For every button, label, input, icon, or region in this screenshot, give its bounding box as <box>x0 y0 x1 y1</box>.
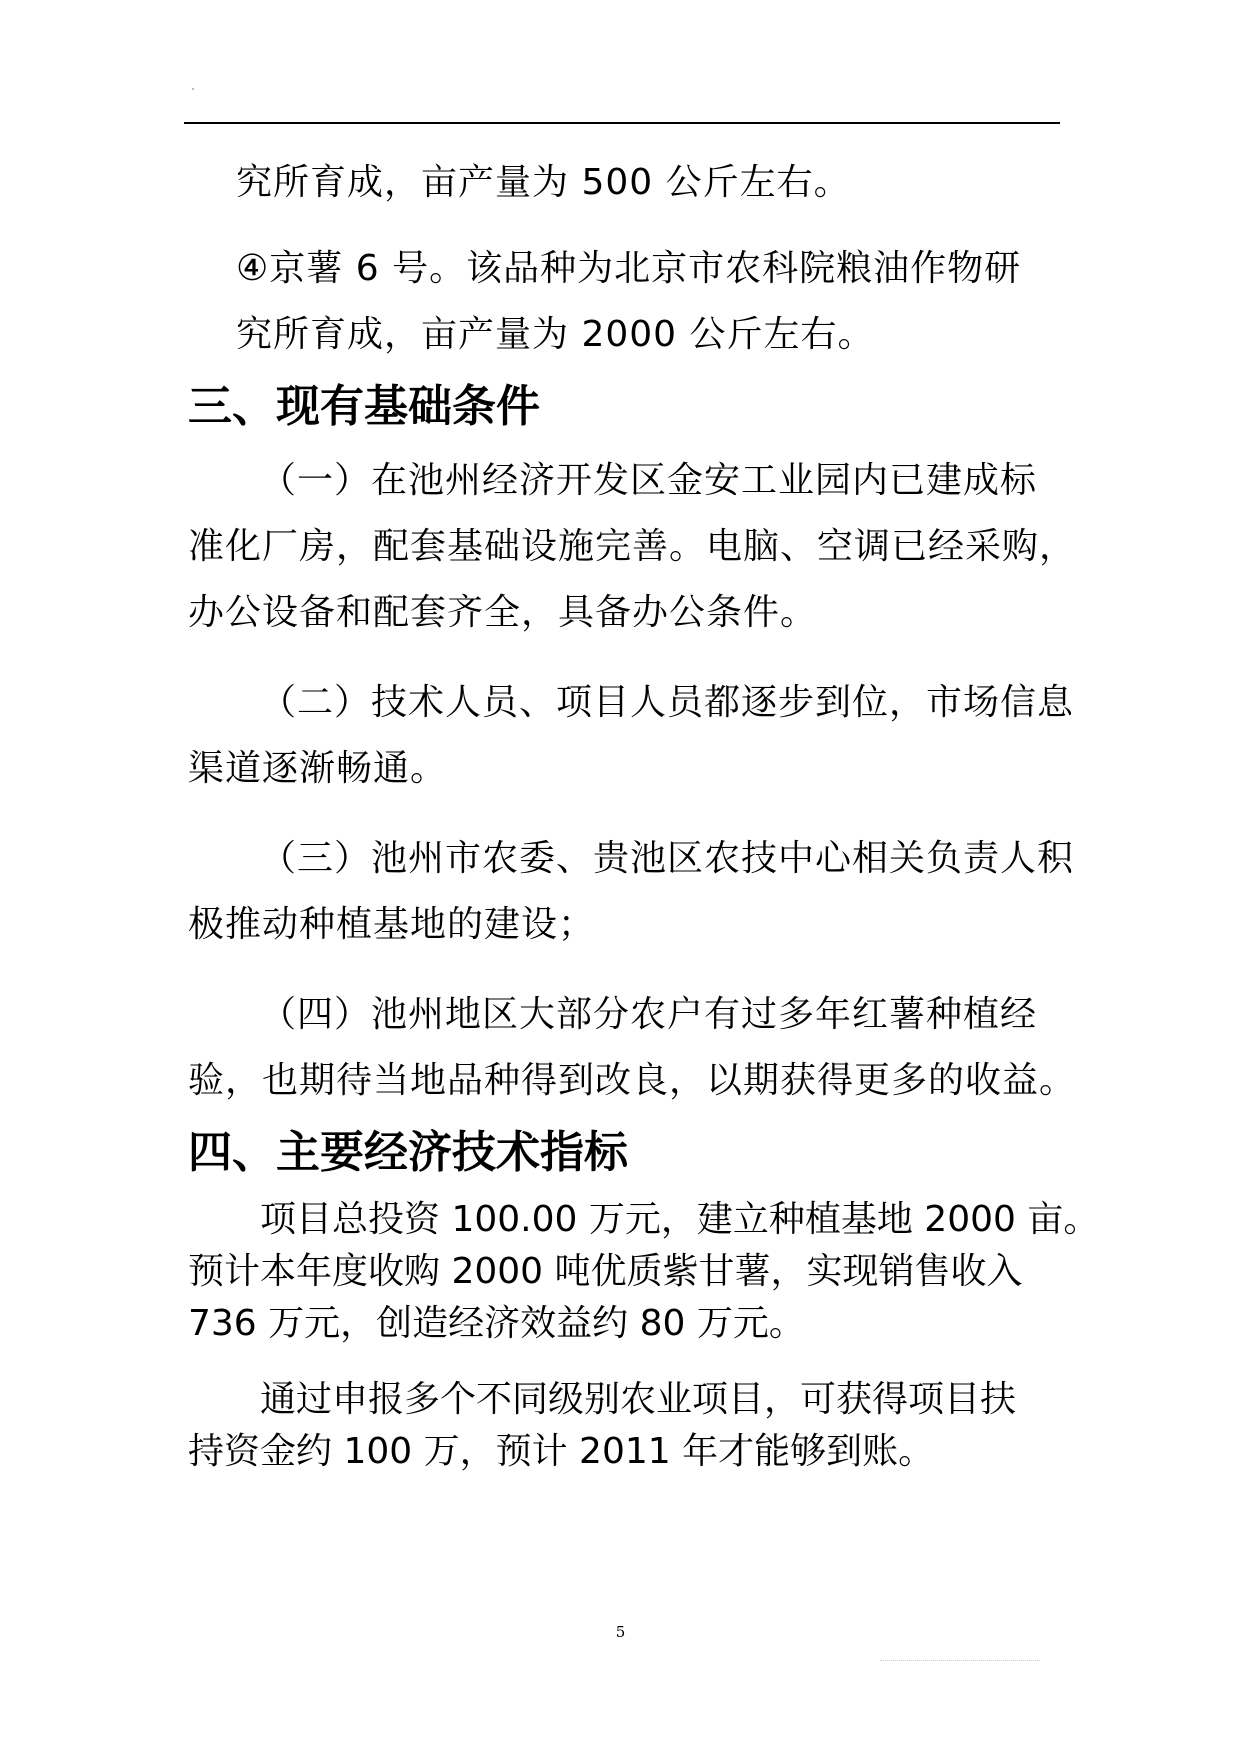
paragraph-line: 验，也期待当地品种得到改良，以期获得更多的收益。 <box>188 1060 1077 1101</box>
footer-rule <box>880 1660 1040 1661</box>
header-mark <box>192 88 194 90</box>
paragraph-line: （三）池州市农委、贵池区农技中心相关负责人积 <box>260 838 1075 879</box>
paragraph-line: ④京薯 6 号。该品种为北京市农科院粮油作物研 <box>236 248 1022 289</box>
page-number: 5 <box>615 1623 626 1641</box>
paragraph-line: 预计本年度收购 2000 吨优质紫甘薯，实现销售收入 <box>188 1251 1023 1292</box>
paragraph-line: （一）在池州经济开发区金安工业园内已建成标 <box>260 460 1038 501</box>
paragraph-line: 究所育成，亩产量为 500 公斤左右。 <box>236 162 851 203</box>
paragraph-line: 办公设备和配套齐全，具备办公条件。 <box>188 592 818 633</box>
paragraph-line: 究所育成，亩产量为 2000 公斤左右。 <box>236 314 875 355</box>
header-rule <box>184 122 1060 124</box>
paragraph-line: 准化厂房，配套基础设施完善。电脑、空调已经采购， <box>188 526 1077 567</box>
paragraph-line: 持资金约 100 万，预计 2011 年才能够到账。 <box>188 1431 935 1472</box>
section-heading: 四、主要经济技术指标 <box>188 1127 628 1178</box>
paragraph-line: 736 万元，创造经济效益约 80 万元。 <box>188 1303 805 1344</box>
paragraph-line: （四）池州地区大部分农户有过多年红薯种植经 <box>260 994 1038 1035</box>
section-heading: 三、现有基础条件 <box>188 381 540 432</box>
paragraph-line: 渠道逐渐畅通。 <box>188 748 448 789</box>
document-body <box>188 150 1100 1478</box>
paragraph-line: （二）技术人员、项目人员都逐步到位，市场信息 <box>260 682 1075 723</box>
paragraph-line: 项目总投资 100.00 万元，建立种植基地 2000 亩。 <box>260 1199 1100 1240</box>
paragraph-line: 极推动种植基地的建设； <box>188 904 596 945</box>
paragraph-line: 通过申报多个不同级别农业项目，可获得项目扶 <box>260 1379 1017 1420</box>
